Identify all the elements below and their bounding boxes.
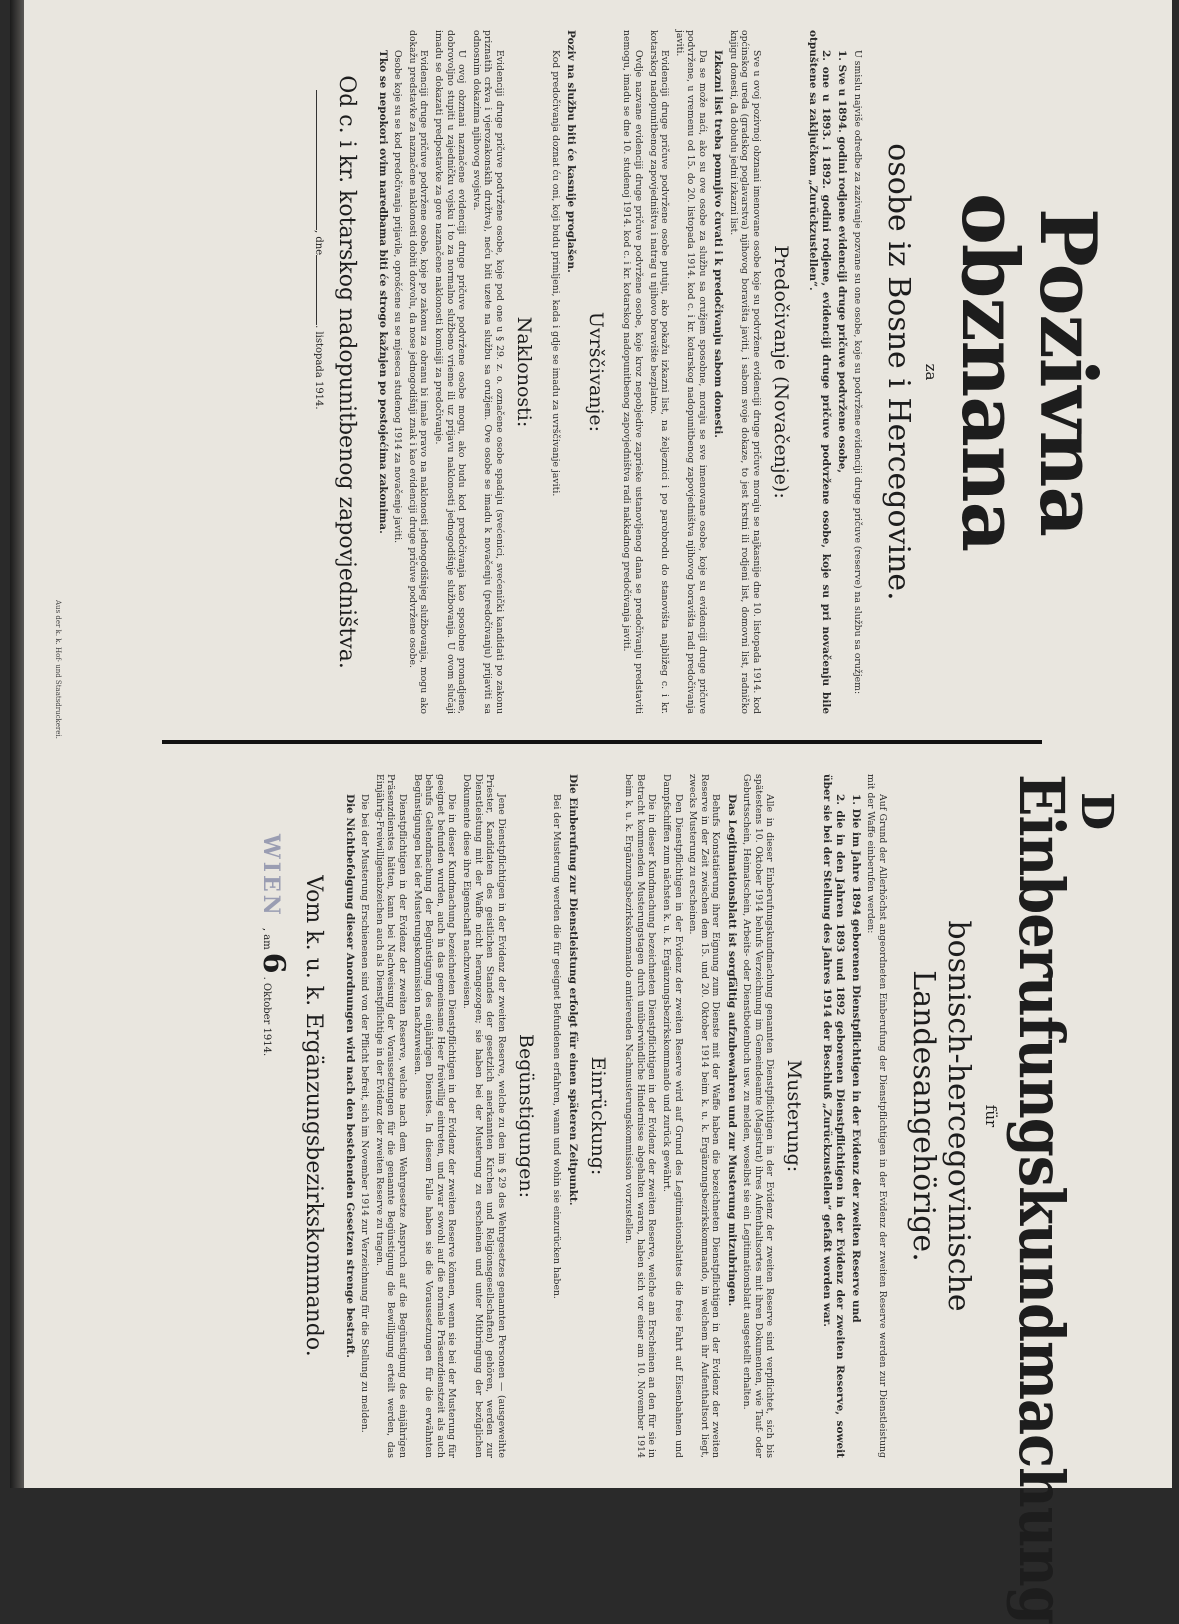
- croatian-item-2-text: 2. one u 1893. i 1892. godini rodjene, evidenciji druge pričuve podvržene osobe, koje su pri novačenju bile otpuštene sa zaključkom „Zurückzustellen“.: [807, 30, 833, 714]
- german-beg-p2: Die in dieser Kundmachung bezeichneten Dienstpflichtigen in der Evidenz der zweiten Reserve können, wenn sie bei der Musterung für geeignet befunden wurden, auch in das gemeinsame Heer freiwillig eintreten, und zwar sowohl auf die normale Präsenzdienstzeit als auch behufs Geltendmachung der Begünstigung des einjährigen Dienstes. In diesem Falle haben sie die Voraussetzungen für die erwähnten Begünstigungen bei der Musterungskommission nachzuweisen.: [411, 774, 458, 1458]
- printer-imprint: Aus der k. k. Hof- und Staatsdruckerei.: [54, 600, 62, 739]
- german-item-1: [849, 774, 862, 1458]
- german-date-day: 6: [256, 952, 292, 974]
- croatian-pred-p4: Ovdje nazvane evidenciji druge pričuve podvržene osobe, koje kroz nepobjedive zaprieke ustanovljenog dana se predočivanju predstaviti nemogu, imadu se dne 10. studenoj 1914. kod c. i kr. kotarskog nadopunitbenog zapovjedništva radi nakkadnog predočivanja javiti.: [621, 30, 645, 714]
- croatian-nak-p3: Evidenciji druge pričuve podvržene osobe, koje po zakonu za obranu bi imale pravo na naklonosti jednogodišnjeg službovanja, mogu ako dokažu predstavke za naznačene naklonosti dobiti dozvolu, da nose jednogodišnji znak i kao evidenciji druge pričuve podvržene osobe.: [406, 30, 430, 714]
- croatian-title: Pozivna obznana: [944, 192, 1113, 552]
- german-closing-text: Die Nichtbefolgung dieser Anordnungen wird nach den bestehenden Gesetzen strenge bestraft.: [343, 794, 356, 1358]
- german-musterung-p4: Die in dieser Kundmachung bezeichneten Dienstpflichtigen in der Evidenz der zweiten Reserve, welche am Erscheinen an den für sie in Betracht kommenden Musterungstagen durch unüberwindliche Hindernisse abgehalten waren, haben sich vor einer am 10. November 1914 beim k. u. k. Ergänzungsbezirkskommando amtierenden Nachmusterungskommission vorzustellen.: [623, 774, 658, 1458]
- german-authority: Vom k. u. k. Ergänzungsbezirkskommando.: [301, 875, 327, 1357]
- croatian-notice: [10, 0, 1172, 744]
- german-title: Einberufungskundmachung: [1005, 774, 1078, 1624]
- croatian-pred-p2: Da se može naći, ako su ove osobe za službu sa oružjem sposobne, moraju se sve imenovane osobe, koje su evidenciji druge pričuve podvržene, u vremenu od 15. do 20. listopada 1914. kod c. i kr. kotarskog nadopunitbenog zapovjedništva njihovog boravišta radi predočivanja javiti.: [673, 30, 709, 714]
- german-dateline: [256, 774, 291, 1458]
- croatian-item-1-text: 1. Sve u 1894. godini rodjene evidenciji druge pričuve podvržene osobe,: [836, 50, 849, 474]
- german-musterung-bold: [724, 774, 737, 1458]
- croatian-nak-p1: Evidenciji druge pričuve podvržene osobe, koje pod one u § 29. z. o. označene osobe spadaju (svećenici, svećenički kandidati po zakonu priznatih crkva i vjerozakonskih družtva), neću biti uzete na službu sa oružjem. Ove osobe se imadu k novačenju (predočivanju) prijaviti sa odnosnim dokazima njihovog svojstva.: [470, 30, 506, 714]
- croatian-za: za: [922, 363, 940, 381]
- croatian-heading-uvrscivanje: Uvrščivanje:: [584, 311, 607, 433]
- croatian-closing-text: Tko se nepokori ovim naredbama biti će strogo kažnjen po postojećima zakonima.: [376, 50, 389, 534]
- croatian-pred-bold-text: Izkazni list treba pomnjivo čuvati i k predočivanju sabom donesti.: [712, 50, 725, 438]
- letter-marker: D: [1071, 792, 1122, 831]
- croatian-date-rest: . listopada 1914.: [313, 325, 325, 410]
- poster-sheet: [10, 0, 1172, 1624]
- german-musterung-p3: Den Dienstpflichtigen in der Evidenz der zweiten Reserve wird auf Grund des Legitimationsblattes die freie Fahrt auf Eisenbahnen und Dampfschiffen zum nächsten k. u. k. Ergänzungsbezirkskommando und zurück gewährt.: [661, 774, 684, 1458]
- german-item-2-text: 2. die in den Jahren 1893 und 1892 geborenen Dienstpflichtigen in der Evidenz der zweiten Reserve, soweit über sie bei der Stellung des Jahres 1914 der Beschluß „Zurückzustellen“ gefaßt worden war.: [820, 774, 846, 1458]
- croatian-heading-naklonosti: Naklonosti:: [513, 316, 536, 428]
- german-musterung-p1: Alle in dieser Einberufungskundmachung genannten Dienstpflichtigen in der Evidenz der zweiten Reserve sind verpflichtet, sich bis spätestens 10. Oktober 1914 behufs Verzeichnung im Gemeindeamte (Magistrat) ihres Aufenthaltsortes mit ihren Dokumenten, wie Tauf- oder Geburtsschein, Heimatschein, Arbeits- oder Dienstbotenbuch usw. zu melden, woselbst sie ein Legitimationsblatt ausgestellt erhalten.: [741, 774, 776, 1458]
- german-heading-musterung: Musterung:: [783, 1059, 806, 1173]
- german-date-am: , am: [261, 927, 273, 950]
- german-musterung-p2: Behufs Konstatierung ihrer Eignung zum Dienste mit der Waffe haben die bezeichneten Dienstpflichtigen in der Evidenz der zweiten Reserve in der Zeit zwischen dem 15. und 20. Oktober 1914 beim k. u. k. Ergänzungsbezirkskommando, in welchem ihr Aufenthaltsort liegt, zwecks Musterung zu erscheinen.: [687, 774, 722, 1458]
- german-subtitle: bosnisch-hercegovinische Landesangehörige.: [906, 920, 976, 1312]
- german-beg-p4: Die bei der Musterung Erschienenen sind von der Pflicht befreit, sich im November 1914 zur Verzeichnung für die Stellung zu melden.: [359, 794, 371, 1433]
- croatian-uvr-bold: [564, 30, 577, 714]
- german-item-1-text: 1. Die im Jahre 1894 geborenen Dienstpflichtigen in der Evidenz der zweiten Reserve und: [849, 794, 862, 1323]
- croatian-item-2: [806, 30, 832, 714]
- german-beg-p3: Dienstpflichtigen in der Evidenz der zweiten Reserve, welche nach dem Wehrgesetze Anspruch auf die Begünstigung des einjährigen Präsenzdienstes hätten, kann bei Nachweisung der Voraussetzungen für die genannte Begünstigung die Bewilligung erteilt werden, das Einjährig-Freiwilligenabzeichen auch als Dienstpflichtige in der Evidenz der zweiten Reserve zu tragen.: [373, 774, 408, 1458]
- croatian-place-blank: [316, 90, 317, 230]
- german-intro: Auf Grund der Allerhöchst angeordneten Einberufung der Dienstpflichtigen in der Evidenz der zweiten Reserve werden zur Dienstleistung mit der Waffe einberufen werden:: [865, 774, 888, 1458]
- german-einrueckung-bold-text: Die Einberufung zur Dienstleistung erfolgt für einen späteren Zeitpunkt.: [566, 774, 579, 1206]
- croatian-intro: U smislu najviše odredbe za zazivanje pozvane su one osobe, koje su podvržene evidenciji druge pričuve (reserve) na službu sa oružjem:: [852, 50, 863, 695]
- german-heading-einrueckung: Einrückung:: [586, 1056, 609, 1176]
- croatian-uvr-bold-text: Poziv na službu biti će kasnije proglašen.: [564, 30, 577, 273]
- german-heading-beguenstigungen: Begünstigungen:: [514, 1034, 537, 1198]
- german-beg-p1: Jene Dienstpflichtigen in der Evidenz der zweiten Reserve, welche zu den im § 29 des Wehrgesetzes genannten Personen — (ausgeweihte Priester, Kandidaten des geistlichen Standes der gesetzlich anerkannten Kirchen und Religionsgesellschaften) gehören, werden zur Dienstleistung mit der Waffe nicht herangezogen; sie haben bei der Musterung zu erscheinen und unter Mitbringung der bezüglichen Dokumente diese ihre Eigenschaft nachzuweisen.: [461, 774, 507, 1458]
- german-item-2: [819, 774, 845, 1458]
- croatian-nak-p4: Osobe koje su se kod predočivanja prijavile, oprošćene su se mjeseca studenog 1914 za novačenje javiti.: [392, 50, 404, 544]
- german-notice: [10, 744, 1172, 1624]
- croatian-authority: Od c. i kr. kotarskog nadopunitbenog zapovjedništva.: [334, 75, 360, 669]
- rotated-poster: [10, 0, 1172, 1624]
- place-stamp: WIEN: [258, 834, 285, 918]
- german-fuer: für: [982, 1104, 1000, 1128]
- croatian-pred-p3: Evidenciji druge pričuve podvržene osobe putuju, ako pokažu izkazni list, na željeznici i po parobrodu do stanovišta najbližeg c. i kr. kotarskog nadopunitbenog zapovjedništva i natrag u njihovo boravište bezplatno.: [647, 30, 671, 714]
- german-date-rest: . Oktober 1914.: [261, 976, 273, 1057]
- croatian-uvr-p: Kod predočivanja doznat ću oni, koji budu primljeni, kada i gdje se imadu za uvrščivanje javiti.: [549, 50, 561, 497]
- croatian-pred-p1: Sve u ovoj pozivnoj obznani imenovane osobe koje su podvržene evidenciji druge pričuve moraju se najkasnije dne 10. listopada 1914. kod općinskog ureda (gradskog poglavarstva) njihovog boravišta javiti, i sabom svoje dokaze, to jest krstni ili rodjeni list, domovni list, radničko knjigu donesti, da dobudu jedni izkazni list.: [727, 30, 763, 714]
- german-einrueckung-p: Bei der Musterung werden die für geeignet Befundenen erfahren, wann und wohin sie einzurücken haben.: [551, 794, 563, 1299]
- german-musterung-bold-text: Das Legitimationsblatt ist sorgfältig aufzubewahren und zur Musterung mitzubringen.: [725, 794, 738, 1307]
- croatian-item-1: [835, 30, 848, 714]
- croatian-subtitle: osobe iz Bosne i Hercegovine.: [881, 143, 916, 601]
- croatian-pred-bold: [711, 30, 724, 714]
- german-einrueckung-bold: [565, 774, 578, 1458]
- croatian-heading-predocivanje: Predočivanje (Novačenje):: [770, 245, 793, 499]
- croatian-closing: [375, 30, 388, 714]
- croatian-date-dne: , dne: [313, 230, 325, 256]
- croatian-day-blank: [316, 255, 317, 325]
- croatian-nak-p2: U ovoj obznani naznačene evidenciji druge pričuve podvržene osobe mogu, ako budu kod predočivanja kao sposobne pronadjene, dobrovoljno stupiti u zajedničku vojsku i to za normalno službeno vrieme ili uz prijavu naklonosti jednogodišnje službovanja. U ovom slučaji imadu se dokazati predpostavke za gore naznačene naklonosti komisiji za predočivanje.: [433, 30, 468, 714]
- croatian-dateline: [313, 30, 324, 714]
- german-closing: [342, 774, 355, 1458]
